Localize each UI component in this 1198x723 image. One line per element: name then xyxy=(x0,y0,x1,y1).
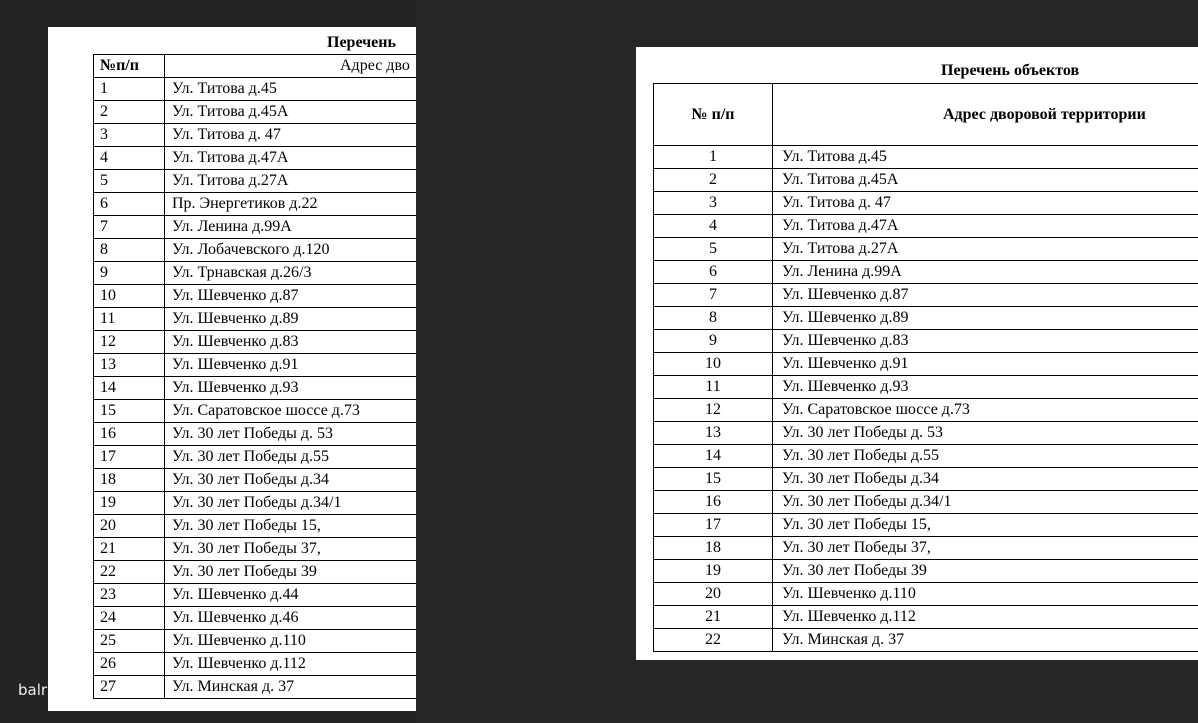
column-header-number: № п/п xyxy=(654,84,773,146)
address-cell: Ул. Шевченко д.110 xyxy=(165,630,417,653)
table-row xyxy=(654,537,1198,560)
row-number-cell: 12 xyxy=(654,399,773,422)
address-cell: Ул. Шевченко д.44 xyxy=(165,584,417,607)
row-number-cell: 4 xyxy=(94,147,165,170)
row-number-cell: 27 xyxy=(94,676,165,699)
address-cell: Ул. Титова д.27А xyxy=(165,170,417,193)
row-number-cell: 21 xyxy=(654,606,773,629)
left-document-page xyxy=(48,27,416,711)
row-number-cell: 15 xyxy=(654,468,773,491)
row-number-cell: 6 xyxy=(654,261,773,284)
row-number-cell: 1 xyxy=(94,78,165,101)
table-row xyxy=(94,400,417,423)
table-row xyxy=(94,262,417,285)
address-cell: Ул. 30 лет Победы 39 xyxy=(165,561,417,584)
table-row xyxy=(94,331,417,354)
table-row xyxy=(654,560,1198,583)
row-number-cell: 3 xyxy=(654,192,773,215)
address-cell: Ул. Трнавская д.26/3 xyxy=(165,262,417,285)
table-row xyxy=(94,584,417,607)
address-cell: Ул. 30 лет Победы д.55 xyxy=(773,445,1198,468)
table-row xyxy=(654,629,1198,652)
row-number-cell: 20 xyxy=(654,583,773,606)
row-number-cell: 9 xyxy=(654,330,773,353)
table-row xyxy=(94,216,417,239)
row-number-cell: 2 xyxy=(654,169,773,192)
table-row xyxy=(94,446,417,469)
address-cell: Ул. Титова д.47А xyxy=(773,215,1198,238)
row-number-cell: 3 xyxy=(94,124,165,147)
address-cell: Ул. Шевченко д.91 xyxy=(773,353,1198,376)
right-document-title: Перечень объектов xyxy=(941,62,1080,79)
table-row xyxy=(94,492,417,515)
table-row xyxy=(94,377,417,400)
address-cell: Ул. Титова д. 47 xyxy=(773,192,1198,215)
row-number-cell: 15 xyxy=(94,400,165,423)
left-document-title: Перечень xyxy=(327,34,396,51)
row-number-cell: 17 xyxy=(654,514,773,537)
row-number-cell: 24 xyxy=(94,607,165,630)
row-number-cell: 23 xyxy=(94,584,165,607)
address-cell: Ул. Шевченко д.83 xyxy=(773,330,1198,353)
left-objects-table xyxy=(93,54,416,699)
table-row xyxy=(94,285,417,308)
row-number-cell: 22 xyxy=(654,629,773,652)
left-table-body xyxy=(94,78,417,699)
row-number-cell: 16 xyxy=(654,491,773,514)
row-number-cell: 19 xyxy=(654,560,773,583)
right-table-body xyxy=(654,146,1198,652)
address-cell: Ул. Титова д.45 xyxy=(773,146,1198,169)
table-row xyxy=(94,101,417,124)
table-row xyxy=(654,238,1198,261)
row-number-cell: 9 xyxy=(94,262,165,285)
address-cell: Ул. Минская д. 37 xyxy=(165,676,417,699)
table-row xyxy=(94,124,417,147)
address-cell: Ул. Титова д.27А xyxy=(773,238,1198,261)
address-cell: Ул. Шевченко д.89 xyxy=(773,307,1198,330)
column-header-address: Адрес дворовой территории xyxy=(773,84,1198,146)
table-row xyxy=(654,353,1198,376)
row-number-cell: 14 xyxy=(94,377,165,400)
address-cell: Ул. 30 лет Победы д.34/1 xyxy=(165,492,417,515)
row-number-cell: 1 xyxy=(654,146,773,169)
address-cell: Ул. 30 лет Победы д.34/1 xyxy=(773,491,1198,514)
table-row xyxy=(94,469,417,492)
address-cell: Ул. 30 лет Победы д.34 xyxy=(165,469,417,492)
address-cell: Ул. 30 лет Победы д.34 xyxy=(773,468,1198,491)
address-cell: Ул. Шевченко д.93 xyxy=(773,376,1198,399)
table-header-row xyxy=(654,84,1198,146)
row-number-cell: 5 xyxy=(94,170,165,193)
table-row xyxy=(654,330,1198,353)
table-row xyxy=(94,607,417,630)
address-cell: Пр. Энергетиков д.22 xyxy=(165,193,417,216)
row-number-cell: 11 xyxy=(654,376,773,399)
address-cell: Ул. Шевченко д.87 xyxy=(165,285,417,308)
table-row xyxy=(654,514,1198,537)
address-cell: Ул. Титова д.45А xyxy=(773,169,1198,192)
table-row xyxy=(654,192,1198,215)
address-cell: Ул. 30 лет Победы 37, xyxy=(165,538,417,561)
row-number-cell: 7 xyxy=(654,284,773,307)
row-number-cell: 22 xyxy=(94,561,165,584)
row-number-cell: 17 xyxy=(94,446,165,469)
table-header-row xyxy=(94,55,417,78)
table-row xyxy=(94,538,417,561)
address-cell: Ул. Шевченко д.87 xyxy=(773,284,1198,307)
table-row xyxy=(654,284,1198,307)
column-header-number: №п/п xyxy=(94,55,165,78)
row-number-cell: 14 xyxy=(654,445,773,468)
table-row xyxy=(654,215,1198,238)
address-cell: Ул. Шевченко д.83 xyxy=(165,331,417,354)
right-document-page xyxy=(636,47,1198,660)
address-cell: Ул. Ленина д.99А xyxy=(773,261,1198,284)
table-row xyxy=(654,422,1198,445)
table-row xyxy=(94,308,417,331)
address-cell: Ул. 30 лет Победы 15, xyxy=(773,514,1198,537)
table-row xyxy=(654,399,1198,422)
table-row xyxy=(654,606,1198,629)
left-image-pane xyxy=(0,0,416,723)
address-cell: Ул. 30 лет Победы д. 53 xyxy=(773,422,1198,445)
address-cell: Ул. Минская д. 37 xyxy=(773,629,1198,652)
address-cell: Ул. Саратовское шоссе д.73 xyxy=(165,400,417,423)
watermark-text: balr xyxy=(18,681,48,699)
address-cell: Ул. Шевченко д.46 xyxy=(165,607,417,630)
row-number-cell: 18 xyxy=(94,469,165,492)
row-number-cell: 19 xyxy=(94,492,165,515)
address-cell: Ул. 30 лет Победы д. 53 xyxy=(165,423,417,446)
column-header-address: Адрес дво xyxy=(165,55,417,78)
table-row xyxy=(654,146,1198,169)
address-cell: Ул. Шевченко д.93 xyxy=(165,377,417,400)
row-number-cell: 6 xyxy=(94,193,165,216)
row-number-cell: 13 xyxy=(94,354,165,377)
table-row xyxy=(654,583,1198,606)
right-image-pane xyxy=(416,0,1198,723)
table-row xyxy=(94,147,417,170)
address-cell: Ул. Титова д. 47 xyxy=(165,124,417,147)
row-number-cell: 8 xyxy=(654,307,773,330)
address-cell: Ул. 30 лет Победы д.55 xyxy=(165,446,417,469)
row-number-cell: 10 xyxy=(654,353,773,376)
table-row xyxy=(94,515,417,538)
address-cell: Ул. Титова д.47А xyxy=(165,147,417,170)
address-cell: Ул. 30 лет Победы 37, xyxy=(773,537,1198,560)
row-number-cell: 4 xyxy=(654,215,773,238)
address-cell: Ул. Шевченко д.112 xyxy=(165,653,417,676)
table-row xyxy=(654,307,1198,330)
table-row xyxy=(94,630,417,653)
row-number-cell: 10 xyxy=(94,285,165,308)
address-cell: Ул. Шевченко д.112 xyxy=(773,606,1198,629)
row-number-cell: 2 xyxy=(94,101,165,124)
table-row xyxy=(654,169,1198,192)
row-number-cell: 21 xyxy=(94,538,165,561)
table-row xyxy=(94,170,417,193)
address-cell: Ул. Титова д.45А xyxy=(165,101,417,124)
row-number-cell: 7 xyxy=(94,216,165,239)
address-cell: Ул. Лобачевского д.120 xyxy=(165,239,417,262)
address-cell: Ул. Шевченко д.91 xyxy=(165,354,417,377)
table-row xyxy=(654,468,1198,491)
row-number-cell: 13 xyxy=(654,422,773,445)
row-number-cell: 26 xyxy=(94,653,165,676)
table-row xyxy=(94,561,417,584)
table-row xyxy=(94,653,417,676)
table-row xyxy=(94,354,417,377)
row-number-cell: 25 xyxy=(94,630,165,653)
row-number-cell: 11 xyxy=(94,308,165,331)
address-cell: Ул. Ленина д.99А xyxy=(165,216,417,239)
address-cell: Ул. 30 лет Победы 39 xyxy=(773,560,1198,583)
address-cell: Ул. Шевченко д.89 xyxy=(165,308,417,331)
address-cell: Ул. Саратовское шоссе д.73 xyxy=(773,399,1198,422)
table-row xyxy=(94,193,417,216)
address-cell: Ул. Шевченко д.110 xyxy=(773,583,1198,606)
table-row xyxy=(654,445,1198,468)
row-number-cell: 5 xyxy=(654,238,773,261)
row-number-cell: 16 xyxy=(94,423,165,446)
table-row xyxy=(94,676,417,699)
table-row xyxy=(654,491,1198,514)
row-number-cell: 20 xyxy=(94,515,165,538)
address-cell: Ул. Титова д.45 xyxy=(165,78,417,101)
table-row xyxy=(654,376,1198,399)
row-number-cell: 8 xyxy=(94,239,165,262)
address-cell: Ул. 30 лет Победы 15, xyxy=(165,515,417,538)
table-row xyxy=(654,261,1198,284)
table-row xyxy=(94,423,417,446)
table-row xyxy=(94,78,417,101)
row-number-cell: 12 xyxy=(94,331,165,354)
table-row xyxy=(94,239,417,262)
right-objects-table xyxy=(653,83,1198,652)
row-number-cell: 18 xyxy=(654,537,773,560)
